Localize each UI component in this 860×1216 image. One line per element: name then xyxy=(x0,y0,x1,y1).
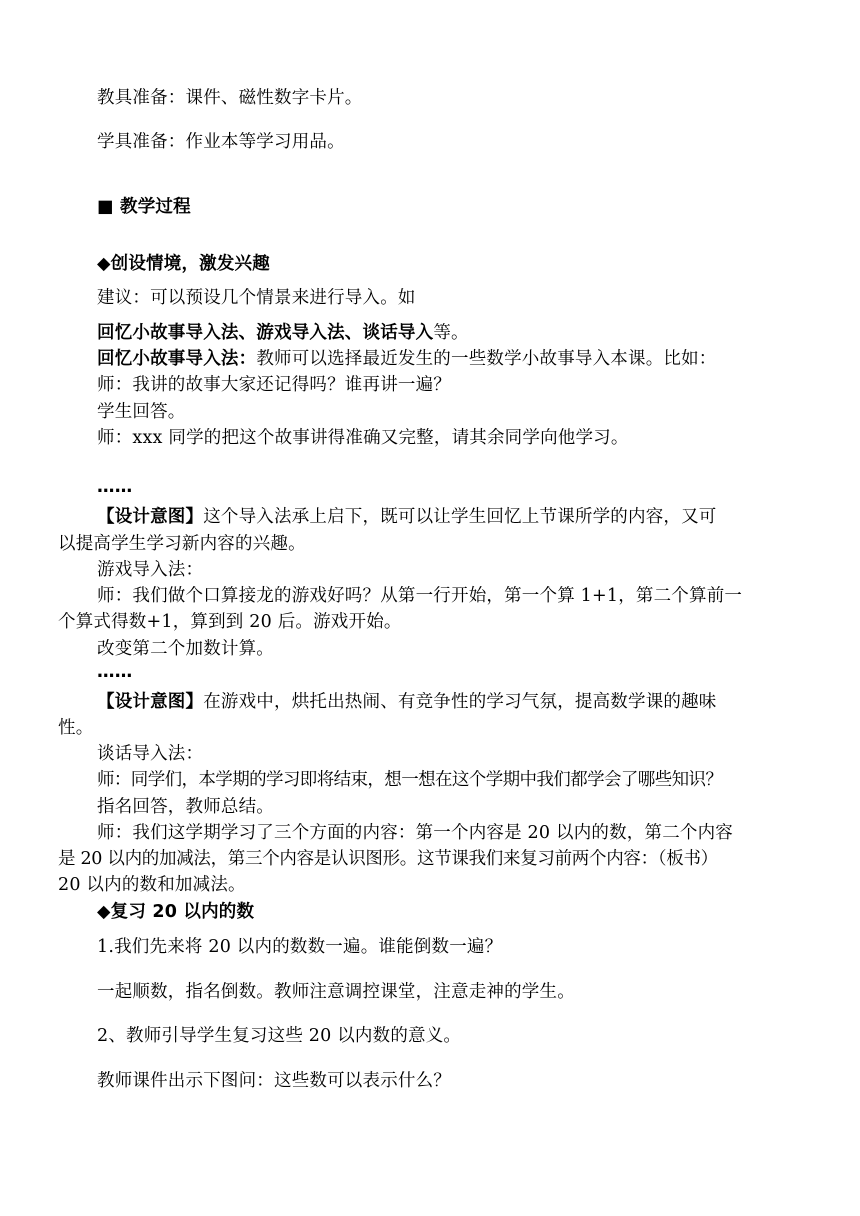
design-intent-2-line-a xyxy=(97,690,717,714)
talk-teacher-line: 师：同学们，本学期的学习即将结束，想一想在这个学期中我们都学会了哪些知识？ xyxy=(97,770,723,790)
talk-review-line-b: 是 20 以内的加减法，第三个内容是认识图形。这节课我们来复习前两个内容：（板书） xyxy=(58,849,718,869)
heading-review-numbers: ◆复习 20 以内的数 xyxy=(97,902,255,922)
talk-review-line-c: 20 以内的数和加减法。 xyxy=(58,875,246,895)
story-label: 回忆小故事导入法： xyxy=(97,349,257,369)
heading-scenario: ◆创设情境，激发兴趣 xyxy=(97,254,270,274)
step-2-line: 2、教师引导学生复习这些 20 以内数的意义。 xyxy=(97,1026,462,1046)
step-2-note-line: 教师课件出示下图问：这些数可以表示什么？ xyxy=(97,1071,451,1091)
design-intent-2-label: 【设计意图】 xyxy=(97,692,204,712)
design-intent-1-line-b: 以提高学生学习新内容的兴趣。 xyxy=(58,534,306,554)
methods-bold: 回忆小故事导入法、游戏导入法、谈话导入 xyxy=(97,323,434,343)
section-heading-process: ■ 教学过程 xyxy=(97,197,191,217)
talk-summary-line: 指名回答，教师总结。 xyxy=(97,797,274,817)
design-intent-2-line-b: 性。 xyxy=(58,718,94,738)
talk-label-line: 谈话导入法： xyxy=(97,744,204,764)
prep-tools-line: 教具准备：课件、磁性数字卡片。 xyxy=(97,88,363,108)
design-intent-1-text-a: 这个导入法承上启下，既可以让学生回忆上节课所学的内容，又可 xyxy=(203,507,717,527)
ellipsis-2: …… xyxy=(97,662,133,682)
game-change-line: 改变第二个加数计算。 xyxy=(97,639,274,659)
story-line xyxy=(97,347,717,371)
game-teacher-line-a: 师：我们做个口算接龙的游戏好吗？从第一行开始，第一个算 1+1，第二个算前一 xyxy=(97,586,743,606)
game-teacher-line-b: 个算式得数+1，算到到 20 后。游戏开始。 xyxy=(58,612,402,632)
prep-student-line: 学具准备：作业本等学习用品。 xyxy=(97,132,345,152)
student-answer-line: 学生回答。 xyxy=(97,402,186,422)
methods-line xyxy=(97,321,469,345)
suggest-line: 建议：可以预设几个情景来进行导入。如 xyxy=(97,288,416,308)
ellipsis-1: …… xyxy=(97,477,133,497)
story-text: 教师可以选择最近发生的一些数学小故事导入本课。比如： xyxy=(256,349,717,369)
design-intent-1-label: 【设计意图】 xyxy=(97,507,204,527)
step-1-note-line: 一起顺数，指名倒数。教师注意调控课堂，注意走神的学生。 xyxy=(97,982,575,1002)
teacher-question-line: 师：我讲的故事大家还记得吗？谁再讲一遍？ xyxy=(97,375,451,395)
methods-tail: 等。 xyxy=(433,323,469,343)
design-intent-2-text-a: 在游戏中，烘托出热闹、有竞争性的学习气氛，提高数学课的趣味 xyxy=(203,692,717,712)
talk-review-line-a: 师：我们这学期学习了三个方面的内容：第一个内容是 20 以内的数，第二个内容 xyxy=(97,823,733,843)
step-1-line: 1.我们先来将 20 以内的数数一遍。谁能倒数一遍？ xyxy=(97,937,503,957)
design-intent-1-line-a xyxy=(97,505,717,529)
game-label-line: 游戏导入法： xyxy=(97,560,204,580)
teacher-praise-line: 师：xxx 同学的把这个故事讲得准确又完整，请其余同学向他学习。 xyxy=(97,428,629,448)
